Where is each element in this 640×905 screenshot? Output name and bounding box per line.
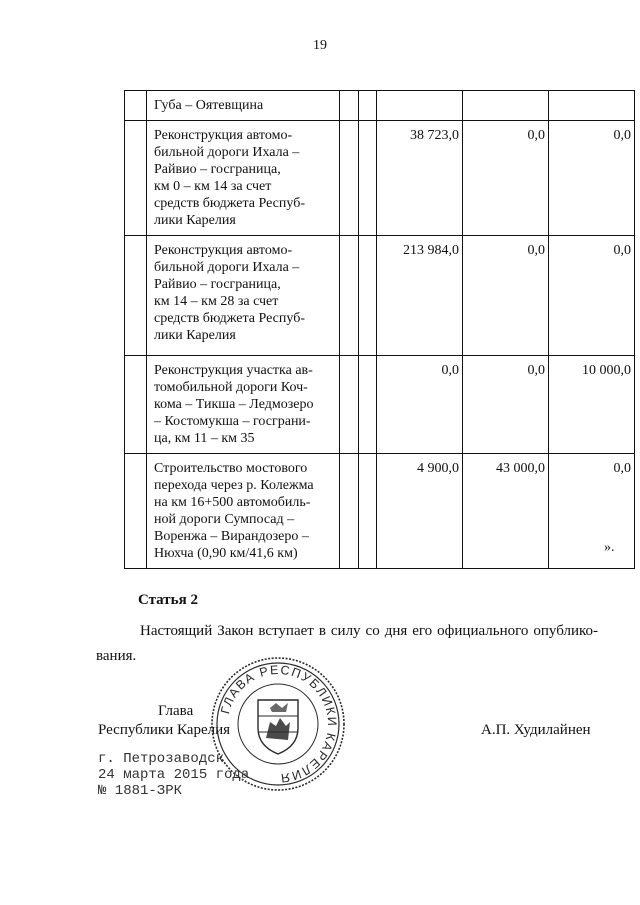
activity-name-line: Нюхча (0,90 км/41,6 км) <box>154 546 298 561</box>
row-index-cell <box>125 121 147 236</box>
signer-name: А.П. Худилайнен <box>481 722 591 738</box>
activity-name-line: Губа – Оятевщина <box>154 98 264 113</box>
table-row <box>125 454 635 569</box>
activity-name-line: ной дороги Сумпосад – <box>154 512 295 527</box>
activity-name-line: бильной дороги Ихала – <box>154 145 300 160</box>
closing-quote: ». <box>604 540 615 555</box>
activity-name-line: бильной дороги Ихала – <box>154 260 300 275</box>
narrow-cell-b <box>359 454 377 569</box>
svg-text:ГЛАВА РЕСПУБЛИКИ КАРЕЛИЯ: ГЛАВА РЕСПУБЛИКИ КАРЕЛИЯ <box>218 662 340 786</box>
amount-cell-1: 213 984,0 <box>377 236 463 356</box>
table-row <box>125 356 635 454</box>
narrow-cell-b <box>359 121 377 236</box>
amount-cell-1: 4 900,0 <box>377 454 463 569</box>
activity-name-line: на км 16+500 автомобиль- <box>154 495 311 510</box>
amount-cell-1: 0,0 <box>377 356 463 454</box>
activity-name-line: кома – Тикша – Ледмозеро <box>154 397 314 412</box>
activity-name-cell <box>147 91 340 121</box>
table-row <box>125 236 635 356</box>
activity-name-line: ца, км 11 – км 35 <box>154 431 255 446</box>
table-row <box>125 121 635 236</box>
amount-cell-3: 0,0 <box>549 121 635 236</box>
activity-name-line: Строительство мостового <box>154 461 308 476</box>
road-construction-table <box>124 90 635 569</box>
stamp-number: № 1881-ЗРК <box>98 783 183 799</box>
activity-name-line: томобильной дороги Коч- <box>154 380 308 395</box>
article-title: Статья 2 <box>138 592 198 608</box>
table-row <box>125 91 635 121</box>
row-index-cell <box>125 236 147 356</box>
row-index-cell <box>125 356 147 454</box>
activity-name-line: средств бюджета Респуб- <box>154 196 305 211</box>
amount-cell-3: 10 000,0 <box>549 356 635 454</box>
narrow-cell-a <box>340 356 359 454</box>
page-number: 19 <box>313 38 327 53</box>
activity-name-cell <box>147 121 340 236</box>
narrow-cell-a <box>340 236 359 356</box>
narrow-cell-b <box>359 91 377 121</box>
activity-name-cell <box>147 356 340 454</box>
amount-cell-2: 43 000,0 <box>463 454 549 569</box>
activity-name-line: – Костомукша – госграни- <box>154 414 311 429</box>
amount-cell-2: 0,0 <box>463 121 549 236</box>
activity-name-line: лики Карелия <box>154 213 236 228</box>
activity-name-line: Райвио – госграница, <box>154 277 281 292</box>
narrow-cell-b <box>359 356 377 454</box>
amount-cell-2 <box>463 91 549 121</box>
amount-cell-1 <box>377 91 463 121</box>
activity-name-line: Воренжа – Вирандозеро – <box>154 529 309 544</box>
article-text: Настоящий Закон вступает в силу со дня его официального опублико-вания. <box>96 623 598 664</box>
amount-cell-3 <box>549 91 635 121</box>
activity-name-cell <box>147 454 340 569</box>
narrow-cell-b <box>359 236 377 356</box>
activity-name-line: Реконструкция автомо- <box>154 243 293 258</box>
amount-cell-1: 38 723,0 <box>377 121 463 236</box>
narrow-cell-a <box>340 91 359 121</box>
amount-cell-3: 0,0 <box>549 454 635 569</box>
amount-cell-2: 0,0 <box>463 236 549 356</box>
row-index-cell <box>125 454 147 569</box>
narrow-cell-a <box>340 454 359 569</box>
activity-name-line: км 0 – км 14 за счет <box>154 179 272 194</box>
stamp-date: 24 марта 2015 года <box>98 767 250 783</box>
activity-name-line: Райвио – госграница, <box>154 162 281 177</box>
activity-name-cell <box>147 236 340 356</box>
signature-title-line1: Глава <box>158 703 194 719</box>
activity-name-line: средств бюджета Респуб- <box>154 311 305 326</box>
activity-name-line: перехода через р. Колежма <box>154 478 314 493</box>
activity-name-line: лики Карелия <box>154 328 236 343</box>
narrow-cell-a <box>340 121 359 236</box>
amount-cell-2: 0,0 <box>463 356 549 454</box>
signature-title-line2: Республики Карелия <box>98 722 231 738</box>
activity-name-line: км 14 – км 28 за счет <box>154 294 279 309</box>
official-seal-icon <box>210 656 346 792</box>
stamp-city: г. Петрозаводск <box>98 751 225 767</box>
activity-name-line: Реконструкция автомо- <box>154 128 293 143</box>
row-index-cell <box>125 91 147 121</box>
activity-name-line: Реконструкция участка ав- <box>154 363 313 378</box>
amount-cell-3: 0,0 <box>549 236 635 356</box>
